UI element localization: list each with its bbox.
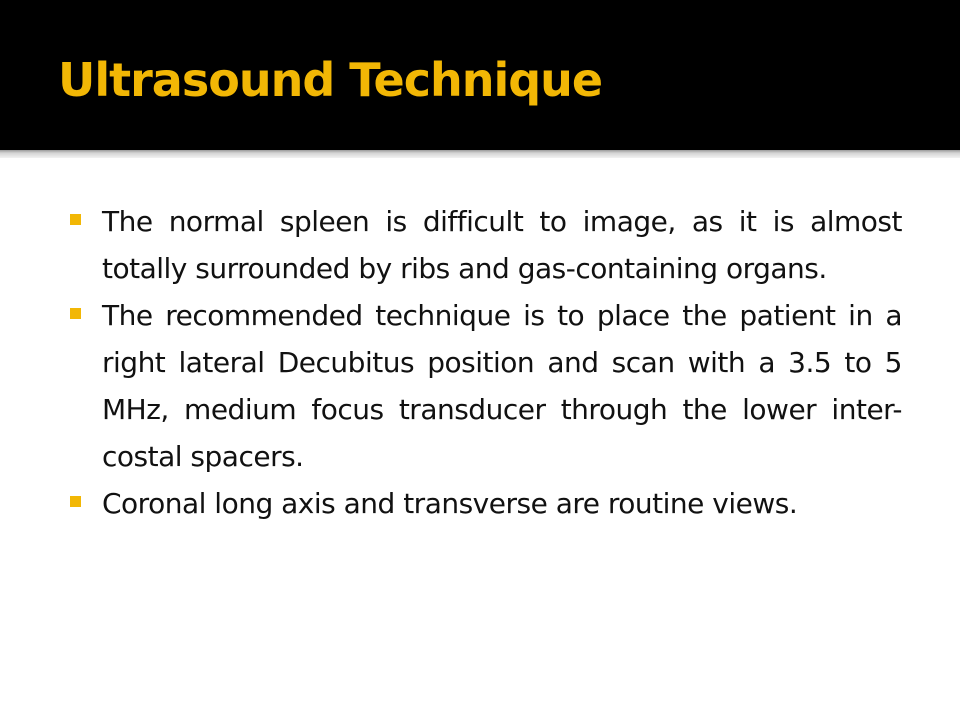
- square-bullet-icon: [70, 496, 81, 507]
- bullet-item: [70, 292, 902, 480]
- bullet-text: The normal spleen is difficult to image, as it is almost totally surrounded by ribs and gas-containing organs.: [102, 205, 902, 285]
- content-panel: [0, 158, 960, 720]
- slide-title: Ultrasound Technique: [58, 53, 603, 107]
- title-bar: [0, 0, 960, 150]
- bullet-list: [70, 198, 902, 527]
- square-bullet-icon: [70, 308, 81, 319]
- bullet-text: The recommended technique is to place the patient in a right lateral Decubitus position and scan with a 3.5 to 5 MHz, medium focus transducer through the lower inter-costal spacers.: [102, 299, 902, 473]
- bullet-text: Coronal long axis and transverse are routine views.: [102, 487, 798, 520]
- title-divider: [0, 150, 960, 158]
- square-bullet-icon: [70, 214, 81, 225]
- bullet-item: [70, 198, 902, 292]
- bullet-item: [70, 480, 902, 527]
